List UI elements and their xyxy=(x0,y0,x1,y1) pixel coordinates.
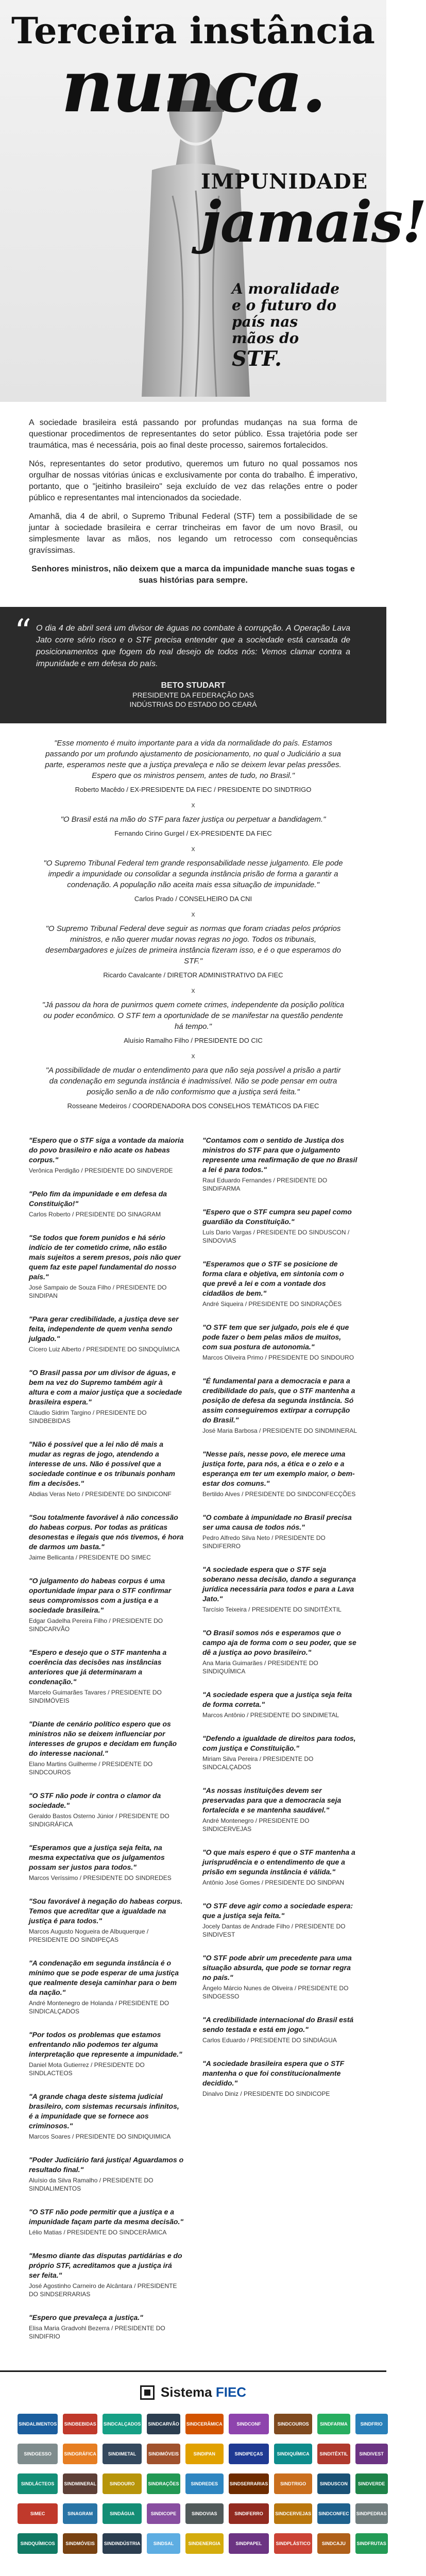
sponsor-logo: SINDREDES xyxy=(185,2473,224,2494)
sponsor-logo: SINDCERVEJAS xyxy=(274,2503,312,2524)
quote-text: "Sou totalmente favorável à não concessão do habeas corpus. Por todas as práticas desonestas e ilegais que nós tivemos, é hora de darmos um basta." xyxy=(29,1513,184,1551)
list-item xyxy=(202,1323,357,1362)
sponsor-logo: SINDQUÍMICOS xyxy=(18,2533,58,2554)
list-item xyxy=(29,1791,184,1828)
quotes-columns xyxy=(0,1126,386,2370)
hero-tag-line3: país nas xyxy=(232,313,298,330)
list-item xyxy=(29,2313,184,2341)
quote-text: "Diante de cenário político espero que os ministros não se deixem influenciar por interesses de grupos e decidam em função do interesse nacional." xyxy=(29,1720,177,1757)
list-item xyxy=(202,1953,357,2001)
sponsor-logo: SINDOURO xyxy=(103,2473,142,2494)
list-item xyxy=(29,1576,184,1633)
list-item xyxy=(202,1734,357,1771)
list-item xyxy=(29,1189,184,1218)
list-item xyxy=(29,2030,184,2077)
sponsor-logo: SINDVERDE xyxy=(355,2473,388,2494)
sponsor-logo: SINDGRÁFICA xyxy=(63,2444,97,2464)
quote-text: "Poder Judiciário fará justiça! Aguardamos o resultado final." xyxy=(29,2156,184,2174)
center-quote-author: Carlos Prado / CONSELHEIRO DA CNI xyxy=(134,895,252,903)
quote-text: "A sociedade brasileira espera que o STF mantenha o que foi constitucionalmente decidido." xyxy=(202,2059,345,2087)
sponsor-logo: SIMEC xyxy=(18,2503,58,2524)
center-quote xyxy=(41,738,345,809)
separator-x-icon: x xyxy=(191,910,195,918)
quote-text: "A sociedade espera que a justiça seja feita de forma correta." xyxy=(202,1690,352,1708)
quote-author: Abdias Veras Neto / PRESIDENTE DO SINDICONF xyxy=(29,1490,172,1498)
quote-author: Marcelo Guimarães Tavares / PRESIDENTE DO SINDIMÓVEIS xyxy=(29,1689,162,1704)
list-item xyxy=(202,1259,357,1308)
sponsor-logo: SINDIPEÇAS xyxy=(229,2444,269,2464)
intro-text xyxy=(0,402,386,607)
quote-author: Daniel Mota Gutierrez / PRESIDENTE DO SINDLACTEOS xyxy=(29,2061,145,2077)
quote-author: José Agostinho Carneiro de Alcântara / PRESIDENTE DO SINDSERRARIAS xyxy=(29,2282,177,2298)
quote-text: "O STF pode abrir um precedente para uma situação absurda, que pode se tornar regra no país." xyxy=(202,1954,352,1981)
sponsor-logo: SINDRAÇÕES xyxy=(147,2473,180,2494)
quote-author: Carlos Roberto / PRESIDENTE DO SINAGRAM xyxy=(29,1211,161,1218)
hero-tag-line5: STF. xyxy=(232,347,282,371)
quote-text: "Sou favorável à negação do habeas corpus. Temos que acreditar que a igualdade na justiça é para todos." xyxy=(29,1897,183,1925)
sponsor-logo: SINDSERRARIAS xyxy=(229,2473,269,2494)
sponsor-logo: SINDLÁCTEOS xyxy=(18,2473,58,2494)
sponsor-logo: SINDOVIAS xyxy=(185,2503,224,2524)
center-quote xyxy=(41,1065,345,1111)
intro-closing: Senhores ministros, não deixem que a marca da impunidade manche suas togas e suas histórias para sempre. xyxy=(31,565,355,585)
sponsor-logo: SINDFRUTAS xyxy=(355,2533,388,2554)
center-quote-author: Fernando Cirino Gurgel / EX-PRESIDENTE DA FIEC xyxy=(114,829,272,837)
quote-text: "Contamos com o sentido de Justiça dos ministros do STF para que o julgamento represente uma reafirmação de que no Brasil a lei é para todos." xyxy=(202,1136,357,1174)
quote-text: "A sociedade espera que o STF seja soberano nessa decisão, dando a segurança jurídica necessária para todos e para a Lava Jato." xyxy=(202,1565,356,1603)
sponsor-logos-grid xyxy=(0,2411,386,2569)
quotes-column-left xyxy=(29,1136,184,2355)
center-quote xyxy=(41,814,345,853)
quote-author: Cícero Luiz Alberto / PRESIDENTE DO SINDQUÍMICA xyxy=(29,1346,180,1353)
list-item xyxy=(202,1628,357,1675)
separator-x-icon: x xyxy=(191,986,195,994)
intro-paragraph: Amanhã, dia 4 de abril, o Supremo Tribunal Federal (STF) tem a possibilidade de se juntar à sociedade brasileira e cerrar trincheiras em favor de um novo Brasil, ou simplesmente lavar as mãos, nos legando um retrocesso com consequências gravíssimas. xyxy=(29,512,357,555)
center-quote-text: "A possibilidade de mudar o entendimento para que não seja possível a prisão a partir da condenação em segunda instância é inadmissível. Não se pode pensar em outra posição senão a de não conformismo que a justiça será feita." xyxy=(45,1066,341,1096)
quote-author: Marcos Antônio / PRESIDENTE DO SINDIMETAL xyxy=(202,1711,339,1719)
center-quote-author: Aluísio Ramalho Filho / PRESIDENTE DO CIC xyxy=(124,1037,263,1044)
list-item xyxy=(29,2155,184,2193)
list-item xyxy=(29,2092,184,2141)
list-item xyxy=(29,2251,184,2298)
list-item xyxy=(29,1439,184,1498)
quote-author: Luís Dario Vargas / PRESIDENTE DO SINDUSCON / SINDOVIAS xyxy=(202,1229,350,1244)
quote-text: "A credibilidade internacional do Brasil está sendo testada e está em jogo." xyxy=(202,2015,354,2033)
sponsor-logo: SINDCERÂMICA xyxy=(185,2414,224,2434)
sponsor-logo: SINDCAJU xyxy=(317,2533,350,2554)
list-item xyxy=(29,1958,184,2015)
hero-tag-line1: A moralidade xyxy=(232,280,340,297)
intro-paragraph: Nós, representantes do setor produtivo, queremos um futuro no qual possamos nos orgulhar de nossas vitórias únicas e exclusivamente por conta do trabalho. É imperativo, portanto, que o "jeitinho brasileiro" seja excluído de vez das relações entre o poder público e representantes mal intencionados da sociedade. xyxy=(29,460,357,502)
quote-text: "A grande chaga deste sistema judicial brasileiro, com sistemas recursais infinitos, é a impunidade que se fornece aos criminosos." xyxy=(29,2092,179,2130)
intro-paragraph: A sociedade brasileira está passando por profundas mudanças na sua forma de questionar procedimentos de representantes do setor público. Essa trajetória pode ser traumática, mas é necessária, pois ao final deste processo, sairemos fortalecidos. xyxy=(29,418,357,450)
featured-quote xyxy=(0,607,386,723)
quote-author: Raul Eduardo Fernandes / PRESIDENTE DO SINDIFARMA xyxy=(202,1177,328,1192)
quotes-column-right xyxy=(202,1136,357,2355)
sponsor-logo: SINDIPAN xyxy=(185,2444,224,2464)
sponsor-logo: SINDIQUÍMICA xyxy=(274,2444,312,2464)
hero-tag-line4: mãos do xyxy=(232,330,299,347)
quote-author: Elisa Maria Gradvohl Bezerra / PRESIDENTE DO SINDIFRIO xyxy=(29,2325,165,2340)
quote-author: José Maria Barbosa / PRESIDENTE DO SINDMINERAL xyxy=(202,1427,357,1434)
sponsor-logo: SINDMINERAL xyxy=(63,2473,97,2494)
center-quotes xyxy=(0,723,386,1126)
list-item xyxy=(29,1843,184,1882)
sistema-word: Sistema xyxy=(160,2384,212,2400)
list-item xyxy=(202,1376,357,1435)
list-item xyxy=(202,1848,357,1887)
sponsor-logo: SINDCALÇADOS xyxy=(103,2414,142,2434)
sponsor-logo: SINDCONF xyxy=(229,2414,269,2434)
sponsor-logo: SINDIFERRO xyxy=(229,2503,269,2524)
quote-text: "Espero que o STF siga a vontade da maioria do povo brasileiro e não acate os habeas corpus." xyxy=(29,1136,184,1164)
quote-author: Ana Maria Guimarães / PRESIDENTE DO SINDIQUÍMICA xyxy=(202,1659,318,1675)
featured-quote-text: O dia 4 de abril será um divisor de águas no combate à corrupção. A Operação Lava Jato corre sério risco e o STF precisa entender que a sociedade está cansada de posicionamentos que fogem do real desejo de todos nós: Vemos clamar contra a impunidade e em defesa do país. xyxy=(36,624,350,668)
quote-text: "O combate à impunidade no Brasil precisa ser uma causa de todos nós." xyxy=(202,1513,352,1531)
list-item xyxy=(29,1136,184,1175)
sponsor-logo: SINDITÊXTIL xyxy=(317,2444,350,2464)
hero-title-line2: nunca. xyxy=(61,44,326,129)
quote-author: Jaime Bellicanta / PRESIDENTE DO SIMEC xyxy=(29,1554,151,1561)
list-item xyxy=(202,2059,357,2098)
quote-author: Jocely Dantas de Andrade Filho / PRESIDENTE DO SINDIVEST xyxy=(202,1923,346,1938)
list-item xyxy=(29,1314,184,1353)
sponsor-logo: SINDCOUROS xyxy=(274,2414,312,2434)
sponsor-logo: SINDINDÚSTRIA xyxy=(103,2533,142,2554)
quote-text: "O julgamento do habeas corpus é uma oportunidade ímpar para o STF confirmar seus compromissos com a justiça e a sociedade brasileira." xyxy=(29,1577,172,1614)
list-item xyxy=(29,1648,184,1705)
sponsor-logo: SINDÁGUA xyxy=(103,2503,142,2524)
sponsor-logo: SINDPEDRAS xyxy=(355,2503,388,2524)
sponsor-logo: SINDALIMENTOS xyxy=(18,2414,58,2434)
list-item xyxy=(202,1136,357,1193)
list-item xyxy=(29,2207,184,2236)
list-item xyxy=(202,2015,357,2044)
quote-author: Dinalvo Diniz / PRESIDENTE DO SINDICOPE xyxy=(202,2090,330,2097)
sponsor-logo: SINDIMETAL xyxy=(103,2444,142,2464)
quote-text: "Não é possível que a lei não dê mais a mudar as regras de jogo, atendendo a interesse de uns. Não é possível que a sociedade continue e os tribunais ponham fim a decisões." xyxy=(29,1440,175,1487)
quote-text: "É fundamental para a democracia e para a credibilidade do país, que o STF mantenha a posição de defesa da segunda instância. Só assim conseguiremos extirpar a corrupção do Brasil." xyxy=(202,1377,355,1424)
quote-author: Carlos Eduardo / PRESIDENTE DO SINDIÁGUA xyxy=(202,2037,337,2044)
separator-x-icon: x xyxy=(191,1052,195,1060)
sponsor-logo: SINDCARVÃO xyxy=(147,2414,180,2434)
quote-author: José Sampaio de Souza Filho / PRESIDENTE DO SINDIPAN xyxy=(29,1284,167,1299)
separator-x-icon: x xyxy=(191,844,195,853)
fiec-word: FIEC xyxy=(215,2384,247,2400)
list-item xyxy=(29,1719,184,1776)
center-quote-author: Ricardo Cavalcante / DIRETOR ADMINISTRATIVO DA FIEC xyxy=(103,971,283,979)
quote-author: Marcos Oliveira Primo / PRESIDENTE DO SINDOURO xyxy=(202,1354,354,1361)
center-quote xyxy=(41,923,345,994)
quote-text: "Espero e desejo que o STF mantenha a coerência das decisões nas instâncias anteriores que já determinaram a condenação." xyxy=(29,1648,167,1686)
quote-mark-icon: “ xyxy=(14,613,31,651)
hero-tag-line2: e o futuro do xyxy=(232,297,337,314)
quote-text: "Espero que o STF cumpra seu papel como guardião da Constituição." xyxy=(202,1208,352,1226)
list-item xyxy=(202,1786,357,1833)
featured-quote-role: INDÚSTRIAS DO ESTADO DO CEARÁ xyxy=(129,700,257,708)
quote-text: "Por todos os problemas que estamos enfrentando não podemos ter alguma interpretação que represente a impunidade." xyxy=(29,2030,182,2058)
center-quote-text: "O Supremo Tribunal Federal deve seguir as normas que foram criadas pelos próprios ministros, e não querer mudar novas regras no jogo. Todos os tribunais, desembargadores e juízes de primeira instância fizeram isso, e é o que esperamos do STF." xyxy=(45,924,341,965)
sponsor-logo: SINDENERGIA xyxy=(185,2533,224,2554)
sponsor-logo: SINDIMÓVEIS xyxy=(147,2444,180,2464)
list-item xyxy=(202,1207,357,1245)
quote-author: Miriam Silva Pereira / PRESIDENTE DO SINDCALÇADOS xyxy=(202,1755,314,1771)
sponsor-logo: SINDPAPEL xyxy=(229,2533,269,2554)
center-quote-text: "Esse momento é muito importante para a vida da normalidade do país. Estamos passando por um profundo ajustamento de posicionamento, no qual o Judiciário a sua parte, esperamos neste que a justiça prevaleça e não se deixem levar pelas pressões. Espero que os ministros pensem, antes de tudo, no Brasil." xyxy=(45,739,342,780)
quote-text: "A condenação em segunda instância é o mínimo que se pode esperar de uma justiça que realmente deseja caminhar para o bem da nação." xyxy=(29,1959,179,1996)
hero-subtitle-line2: jamais! xyxy=(201,189,426,255)
center-quote-text: "O Supremo Tribunal Federal tem grande responsabilidade nesse julgamento. Ele pode impedir a impunidade ou consolidar a segunda instância prisão de forma a garantir a condenação. A população não aceita mais essa situação de impunidade." xyxy=(43,859,343,889)
quote-author: Bertildo Alves / PRESIDENTE DO SINDCONFECÇÕES xyxy=(202,1490,356,1498)
sponsor-logo: SINDBEBIDAS xyxy=(63,2414,97,2434)
sponsor-logo: SINDUSCON xyxy=(317,2473,350,2494)
quote-text: "Espero que prevaleça a justiça." xyxy=(29,2313,143,2321)
quote-text: "O STF não pode permitir que a justiça e a impunidade façam parte da mesma decisão." xyxy=(29,2208,183,2226)
center-quote-author: Roberto Macêdo / EX-PRESIDENTE DA FIEC / PRESIDENTE DO SINDTRIGO xyxy=(75,786,312,793)
sponsor-logo: SINDICOPE xyxy=(147,2503,180,2524)
sponsor-logo: SINDFARMA xyxy=(317,2414,350,2434)
sponsor-logo: SINDFRIO xyxy=(355,2414,388,2434)
sponsor-logo: SINAGRAM xyxy=(63,2503,97,2524)
quote-text: "Mesmo diante das disputas partidárias e do próprio STF, acreditamos que a justiça irá ser feita." xyxy=(29,2251,182,2279)
featured-quote-author: BETO STUDART xyxy=(161,681,226,690)
quote-author: Ângelo Márcio Nunes de Oliveira / PRESIDENTE DO SINDGESSO xyxy=(202,1985,349,2000)
list-item xyxy=(202,1690,357,1719)
center-quote xyxy=(41,858,345,918)
quote-author: Tarcísio Teixeira / PRESIDENTE DO SINDITÊXTIL xyxy=(202,1606,342,1613)
sistema-fiec-logo xyxy=(0,2370,386,2411)
hero-subtitle xyxy=(201,170,426,255)
hero-banner xyxy=(0,0,426,402)
hero-subtitle-line1: IMPUNIDADE xyxy=(201,170,368,194)
quote-author: Elano Martins Guilherme / PRESIDENTE DO SINDCOUROS xyxy=(29,1760,153,1776)
quote-text: "Nesse país, nesse povo, ele merece uma justiça forte, para nós, a ética e o zelo e a esperança em ter um exemplo maior, o bem-estar dos comuns." xyxy=(202,1450,355,1487)
quote-author: Antônio José Gomes / PRESIDENTE DO SINDPAN xyxy=(202,1879,345,1886)
quote-text: "O STF tem que ser julgado, pois ele é que pode fazer o bem pelas mãos de muitos, com sua postura de autonomia." xyxy=(202,1323,349,1351)
sistema-fiec-label xyxy=(161,2384,246,2400)
separator-x-icon: x xyxy=(191,801,195,809)
list-item xyxy=(202,1513,357,1550)
list-item xyxy=(202,1449,357,1498)
sponsor-logo: SINDGESSO xyxy=(18,2444,58,2464)
quote-author: Verônica Perdigão / PRESIDENTE DO SINDVERDE xyxy=(29,1167,173,1174)
quote-author: Marcos Augusto Nogueira de Albuquerque / PRESIDENTE DO SINDIPEÇAS xyxy=(29,1928,149,1943)
quote-author: André Montenegro / PRESIDENTE DO SINDICERVEJAS xyxy=(202,1817,310,1833)
quote-text: "O que mais espero é que o STF mantenha a jurisprudência e o entendimento de que a prisão em segunda instância é válida." xyxy=(202,1848,355,1876)
quote-text: "O Brasil passa por um divisor de águas, e bem na vez do Supremo também agir à altura e com a maior justiça que a sociedade brasileira espera." xyxy=(29,1368,182,1406)
quote-text: "O STF deve agir como a sociedade espera: que a justiça seja feita." xyxy=(202,1902,353,1920)
quote-author: Marcos Veríssimo / PRESIDENTE DO SINDREDES xyxy=(29,1874,172,1882)
quote-text: "Defendo a igualdade de direitos para todos, com justiça e Constituição." xyxy=(202,1734,356,1752)
hero-title xyxy=(0,9,386,129)
quote-text: "Esperamos que a justiça seja feita, na mesma expectativa que os julgamentos possam ser justos para todos." xyxy=(29,1843,165,1871)
quote-author: Pedro Alfredo Silva Neto / PRESIDENTE DO SINDIFERRO xyxy=(202,1534,326,1550)
quote-author: Edgar Gadelha Pereira Filho / PRESIDENTE DO SINDCARVÃO xyxy=(29,1617,163,1633)
sponsor-logo: SINDCONFEC xyxy=(317,2503,350,2524)
list-item xyxy=(29,1368,184,1425)
sponsor-logo: SINDIVEST xyxy=(355,2444,388,2464)
quote-author: Aluísio da Silva Ramalho / PRESIDENTE DO SINDIALIMENTOS xyxy=(29,2177,154,2192)
list-item xyxy=(29,1233,184,1300)
list-item xyxy=(202,1565,357,1614)
quote-author: Marcos Soares / PRESIDENTE DO SINDIQUIMICA xyxy=(29,2133,171,2140)
center-quote-author: Rosseane Medeiros / COORDENADORA DOS CONSELHOS TEMÁTICOS DA FIEC xyxy=(67,1102,319,1110)
quote-author: Geraldo Bastos Osterno Júnior / PRESIDENTE DO SINDIGRÁFICA xyxy=(29,1812,169,1828)
fiec-square-icon xyxy=(140,2385,155,2400)
featured-quote-role: PRESIDENTE DA FEDERAÇÃO DAS xyxy=(132,691,254,699)
sponsor-logo: SINDMÓVEIS xyxy=(63,2533,97,2554)
center-quote-text: "Já passou da hora de punirmos quem comete crimes, independente da posição política ou poder econômico. O STF tem a oportunidade de se manifestar na questão pendente há tempo." xyxy=(42,1001,345,1031)
hero-title-line1: Terceira instância xyxy=(11,9,375,52)
hero-tagline xyxy=(232,281,345,371)
quote-author: André Montenegro de Holanda / PRESIDENTE DO SINDICALÇADOS xyxy=(29,1999,169,2015)
list-item xyxy=(29,1513,184,1562)
list-item xyxy=(202,1901,357,1939)
quote-text: "O Brasil somos nós e esperamos que o campo aja de forma com o seu poder, que se dê a justiça ao povo brasileiro." xyxy=(202,1629,356,1656)
quote-text: "O STF não pode ir contra o clamor da sociedade." xyxy=(29,1791,161,1809)
quote-author: Cláudio Sidrim Targino / PRESIDENTE DO SINDBEBIDAS xyxy=(29,1409,147,1425)
sponsor-logo: SINDTRIGO xyxy=(274,2473,312,2494)
quote-text: "Se todos que forem punidos e há sério indício de ter cometido crime, não estão mais sujeitos a serem presos, pois não quer quem faz este papel fundamental do nosso país." xyxy=(29,1233,181,1281)
quote-author: Lélio Matias / PRESIDENTE DO SINDCERÂMICA xyxy=(29,2229,167,2236)
quote-text: "As nossas instituições devem ser preservadas para que a democracia seja fortalecida e se mantenha saudável." xyxy=(202,1786,342,1814)
sponsor-logo: SINDSAL xyxy=(147,2533,180,2554)
quote-text: "Esperamos que o STF se posicione de forma clara e objetiva, em sintonia com o que prevê a lei e com a vontade dos cidadãos de bem." xyxy=(202,1260,344,1297)
quote-text: "Para gerar credibilidade, a justiça deve ser feita, independente de quem venha sendo julgado." xyxy=(29,1315,179,1343)
center-quote-text: "O Brasil está na mão do STF para fazer justiça ou perpetuar a bandidagem." xyxy=(60,815,326,824)
sponsor-logo: SINDPLÁSTICO xyxy=(274,2533,312,2554)
quote-author: André Siqueira / PRESIDENTE DO SINDRAÇÕES xyxy=(202,1300,342,1308)
center-quote xyxy=(41,999,345,1060)
list-item xyxy=(29,1896,184,1944)
quote-text: "Pelo fim da impunidade e em defesa da Constituição!" xyxy=(29,1190,167,1208)
